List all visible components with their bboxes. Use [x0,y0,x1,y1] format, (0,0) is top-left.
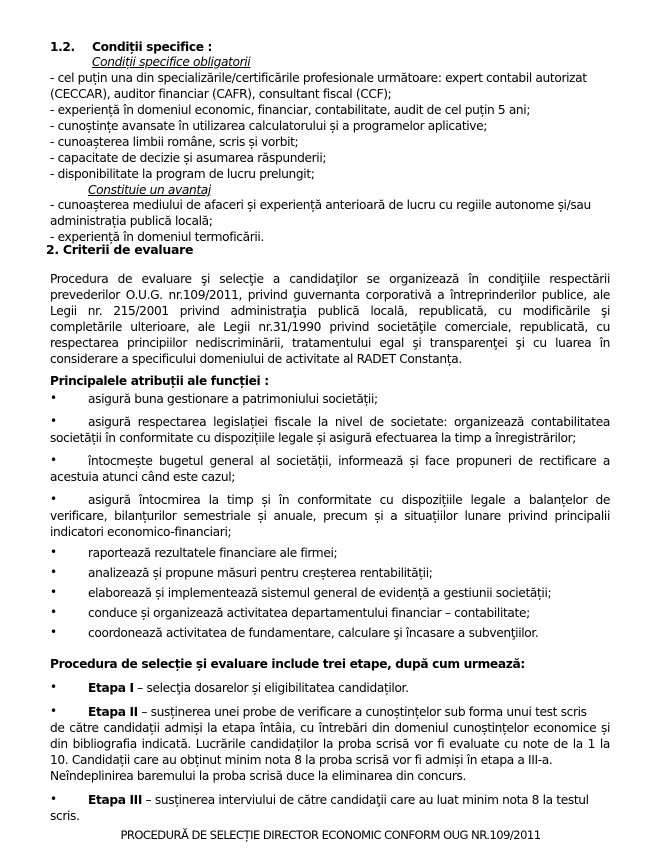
duty-item-cont: societății în conformitate cu dispozițiile legale și asigură efectuarea la timp a înregistrărilor; [50,431,577,445]
duty-item-cont: acestuia atunci când este cazul; [50,470,235,484]
bullet-icon: • [50,545,58,559]
bullet-icon: • [50,605,58,619]
bullet-icon: • [50,565,58,579]
paragraph-line: Legii nr. 215/2001 privind administraţia publică locală, republicată, cu modificările şi [50,304,610,318]
duty-item: asigură întocmirea la timp și în conformitate cu dispozițiile legale a balanțelor de [88,493,610,507]
bullet-icon: • [50,585,58,599]
requirement-line: - capacitate de decizie și asumarea răspunderii; [50,151,327,165]
stage-text-cont: de către candidații admiși la etapa întâia, cu întrebări din domeniul cunoștințelor economice și [50,721,610,735]
paragraph-line: considerare a specificului domeniului de activitate al RADET Constanța. [50,352,462,366]
section-number: 1.2. [50,40,75,54]
stage-text: – selecţia dosarelor și eligibilitatea candidaților. [133,681,409,695]
paragraph-line: Procedura de evaluare şi selecţie a candidaţilor se organizează în condiţiile respectării [50,272,610,286]
stage-text-cont: Neîndeplinirea baremului la proba scrisă duce la eliminarea din concurs. [50,769,467,783]
duties-heading: Principalele atribuții ale funcției : [50,374,269,388]
advantage-heading: Constituie un avantaj [88,183,211,197]
procedure-heading: Procedura de selecție și evaluare include trei etape, după cum urmează: [50,657,525,671]
advantage-line: - cunoașterea mediului de afaceri și experiență anterioară de lucru cu regiile autonome și/sau [50,198,591,212]
stage-item [88,704,587,720]
bullet-icon: • [50,704,58,718]
requirement-line: - cel puțin una din specializările/certificările profesionale următoare: expert contabil autorizat [50,71,587,85]
stage-text: – susținerea unei probe de verificare a cunoștințelor sub forma unui test scris [137,705,587,719]
requirement-line: - experiență în domeniul economic, financiar, contabilitate, audit de cel puțin 5 ani; [50,103,531,117]
duty-item: întocmește bugetul general al societății, informează și face propuneri de rectificare a [88,454,610,468]
bullet-icon: • [50,414,58,428]
duty-item: asigură buna gestionare a patrimoniului societății; [88,392,378,406]
paragraph-line: respectarea principiilor nediscriminării, tratamentului egal şi transparenţei şi cu luarea în [50,336,610,350]
advantage-line: administrația publică locală; [50,214,213,228]
duty-item: raportează rezultatele financiare ale firmei; [88,546,338,560]
duty-item: coordonează activitatea de fundamentare, calculare şi încasare a subvenţiilor. [88,626,539,640]
requirement-line: (CECCAR), auditor financiar (CAFR), consultant fiscal (CCF); [50,87,392,101]
duty-item: conduce și organizează activitatea departamentului financiar – contabilitate; [88,606,530,620]
duty-item-cont: verificare, bilanțurilor semestriale și anuale, precum și a situațiilor lunare privind principalii [50,509,610,523]
bullet-icon: • [50,792,58,806]
advantage-line: - experiență în domeniul termoficării. [50,230,264,244]
stage-item [88,680,409,696]
duty-item: analizează și propune măsuri pentru creșterea rentabilității; [88,566,433,580]
section-title: Condiții specifice : [92,40,213,54]
duty-item: asigură respectarea legislației fiscale la nivel de societate: organizează contabilitatea [88,415,610,429]
stage-label: Etapa II [88,705,138,719]
stage-text-cont: din bibliografia indicată. Lucrările candidaților la proba scrisă vor fi evaluate cu note de la 1 la [50,737,610,751]
requirement-line: - cunoașterea limbii române, scris și vorbit; [50,135,299,149]
paragraph-line: completările ulterioare, ale Legii nr.31/1990 privind societăţile comerciale, republicată, cu [50,320,610,334]
paragraph-line: prevederilor O.U.G. nr.109/2011, privind guvernanta corporativă a întreprinderilor publice, ale [50,288,610,302]
bullet-icon: • [50,680,58,694]
requirement-line: - cunoștințe avansate în utilizarea calculatorului și a programelor aplicative; [50,119,488,133]
stage-item [88,792,589,808]
stage-text: – susținerea interviului de către candidaţii care au luat minim nota 8 la testul [142,793,589,807]
bullet-icon: • [50,453,58,467]
bullet-icon: • [50,625,58,639]
duty-item: elaborează și implementează sistemul general de evidență a gestiunii societății; [88,586,552,600]
requirement-line: - disponibilitate la program de lucru prelungit; [50,167,315,181]
duty-item-cont: indicatori economico-financiari; [50,525,232,539]
stage-label: Etapa III [88,793,143,807]
stage-text-cont: 10. Candidații care au obținut minim nota 8 la proba scrisă vor fi admiși în etapa a III-a. [50,753,553,767]
bullet-icon: • [50,492,58,506]
mandatory-heading: Condiții specifice obligatorii [92,55,251,69]
bullet-icon: • [50,391,58,405]
section-2-title: 2. Criterii de evaluare [46,242,194,257]
page-footer: PROCEDURĂ DE SELECȚIE DIRECTOR ECONOMIC CONFORM OUG NR.109/2011 [120,828,541,842]
stage-label: Etapa I [88,681,134,695]
stage-text-cont: scris. [50,809,80,823]
